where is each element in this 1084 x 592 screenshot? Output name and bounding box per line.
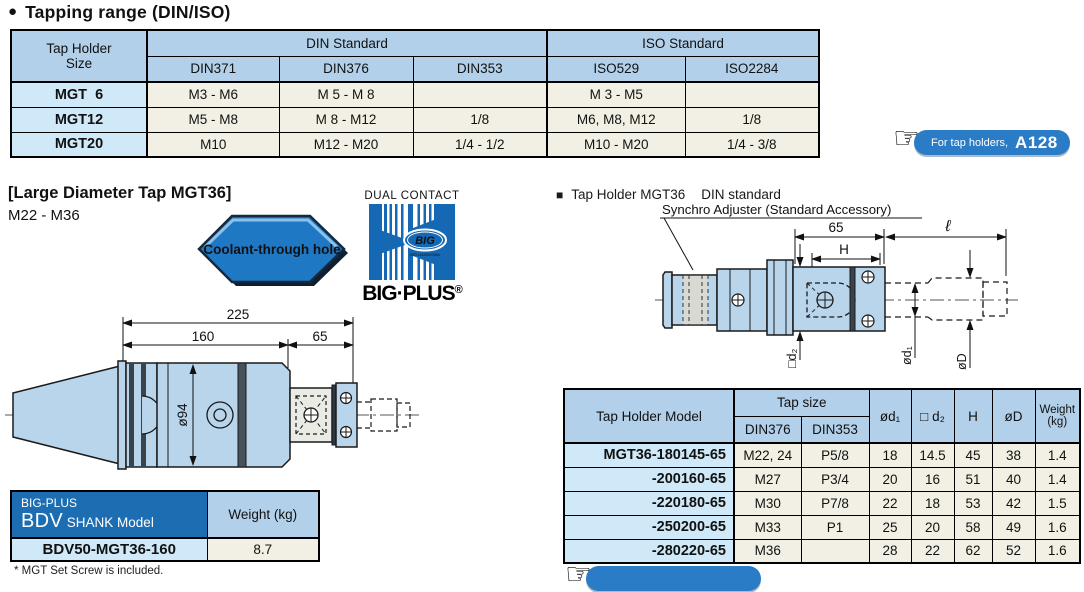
size-cell: MGT 6 (11, 82, 147, 107)
cell: 1/8 (413, 107, 547, 132)
cell: M30 (734, 491, 801, 515)
cell: 1/4 - 1/2 (413, 132, 547, 157)
cell: M36 (734, 539, 801, 563)
table-row (564, 491, 1080, 515)
table-row (564, 539, 1080, 563)
table-row (564, 467, 1080, 491)
col-header-iso2284: ISO2284 (685, 56, 819, 82)
cell: 25 (869, 515, 911, 539)
cell: P1 (801, 515, 869, 539)
big-oval-text: BIG (415, 235, 435, 247)
oD-header: øD (992, 389, 1035, 443)
col-header-din376: DIN376 (279, 56, 413, 82)
od1-header: ød₁ (869, 389, 911, 443)
table-row (11, 132, 819, 157)
bdv-shank-table (10, 490, 320, 562)
size-cell: MGT20 (11, 132, 147, 157)
cell: 16 (911, 467, 954, 491)
right-heading-part2: DIN standard (701, 187, 781, 202)
section-title-large-tap: [Large Diameter Tap MGT36] (8, 184, 232, 202)
col-header-din371: DIN371 (147, 56, 279, 82)
col-header-iso529: ISO529 (547, 56, 685, 82)
cell: 49 (992, 515, 1035, 539)
weight-header (1035, 389, 1080, 443)
cell: 22 (911, 539, 954, 563)
cell: 52 (992, 539, 1035, 563)
cell: 1.4 (1035, 467, 1080, 491)
cell: 53 (954, 491, 992, 515)
spec-din376-header: DIN376 (734, 416, 801, 443)
dim-65: 65 (312, 329, 328, 344)
cell: 58 (954, 515, 992, 539)
label-od1: ød₁ (900, 346, 914, 365)
iso-standard-header: ISO Standard (547, 30, 819, 56)
cell: 18 (911, 491, 954, 515)
cell: M27 (734, 467, 801, 491)
cell: M10 (147, 132, 279, 157)
cell: 51 (954, 467, 992, 491)
cell (801, 539, 869, 563)
weight-header-line2: (kg) (1047, 416, 1068, 428)
model-cell: -250200-65 (564, 515, 734, 539)
right-heading-part1: Tap Holder MGT36 (571, 187, 686, 202)
dim-l: ℓ (945, 218, 951, 235)
tap-range-text: M22 - M36 (8, 207, 80, 224)
cell: 62 (954, 539, 992, 563)
square-bullet-icon: ■ (556, 187, 564, 202)
table-row (564, 443, 1080, 467)
dim-225: 225 (226, 307, 250, 322)
header-line1: Tap Holder (46, 41, 112, 56)
cell: M33 (734, 515, 801, 539)
cell: M6, M8, M12 (547, 107, 685, 132)
ref-badge-page: A128 (1015, 132, 1058, 152)
table-row (11, 107, 819, 132)
table-row (564, 515, 1080, 539)
cell: 1.5 (1035, 491, 1080, 515)
label-oD: øD (955, 353, 969, 370)
label-d2: □d₂ (785, 348, 799, 368)
bigplus-mark (369, 204, 455, 280)
bigplus-logo (356, 190, 468, 306)
table-row (11, 82, 819, 107)
cell: 14.5 (911, 443, 954, 467)
cell: 38 (992, 443, 1035, 467)
cell (413, 82, 547, 107)
cell: 1.6 (1035, 515, 1080, 539)
page-title-text: Tapping range (DIN/ISO) (25, 1, 231, 22)
cell: M10 - M20 (547, 132, 685, 157)
size-cell: MGT12 (11, 107, 147, 132)
synchro-adjuster-label: Synchro Adjuster (Standard Accessory) (662, 202, 892, 217)
cell: 22 (869, 491, 911, 515)
din-standard-header: DIN Standard (147, 30, 547, 56)
weight-header-line1: Weight (1039, 404, 1076, 416)
header-line2: Size (65, 56, 93, 71)
cell: M 8 - M12 (279, 107, 413, 132)
cell: M3 - M6 (147, 82, 279, 107)
bdv-weight-header: Weight (kg) (207, 491, 319, 538)
model-cell: -220180-65 (564, 491, 734, 515)
bdv-weight-cell: 8.7 (207, 538, 319, 561)
model-cell: MGT36-180145-65 (564, 443, 734, 467)
registered-mark: ® (454, 284, 462, 296)
model-cell: -280220-65 (564, 539, 734, 563)
big-daishowa-text: BIG DAISHOWA (410, 252, 440, 257)
cell: P3/4 (801, 467, 869, 491)
tap-size-header: Tap size (734, 389, 869, 416)
bdv-model-rest: SHANK Model (63, 515, 154, 530)
coolant-label: Coolant-through hole (203, 242, 341, 257)
bullet-icon: ● (8, 3, 18, 20)
bigplus-name: BIG·PLUS® (362, 282, 462, 305)
cell: P5/8 (801, 443, 869, 467)
h-header: H (954, 389, 992, 443)
col-header-din353: DIN353 (413, 56, 547, 82)
cell: M12 - M20 (279, 132, 413, 157)
ref-badge-cutoff[interactable] (565, 557, 761, 592)
dim-dia94: ø94 (175, 403, 190, 427)
page-title (8, 1, 231, 23)
cell: P7/8 (801, 491, 869, 515)
cell: 1/4 - 3/8 (685, 132, 819, 157)
bdv-model-cell: BDV50-MGT36-160 (11, 538, 207, 561)
cell: 20 (911, 515, 954, 539)
d2-header: □ d₂ (911, 389, 954, 443)
pointing-hand-icon: ☞ (565, 557, 592, 592)
model-cell: -200160-65 (564, 467, 734, 491)
cell: 42 (992, 491, 1035, 515)
cell (685, 82, 819, 107)
cell: 1.6 (1035, 539, 1080, 563)
cell: M 3 - M5 (547, 82, 685, 107)
coolant-through-badge (194, 209, 352, 298)
cell: M22, 24 (734, 443, 801, 467)
pointing-hand-icon: ☞ (893, 121, 920, 156)
cell: 20 (869, 467, 911, 491)
cell: M 5 - M 8 (279, 82, 413, 107)
mgt36-spec-table (563, 388, 1081, 564)
cell: M5 - M8 (147, 107, 279, 132)
cell: 18 (869, 443, 911, 467)
bdv-brand: BIG-PLUS (21, 496, 78, 510)
tap-holder-size-header (11, 30, 147, 82)
ref-badge-tap-holders[interactable] (893, 121, 1070, 156)
bdv-model-bold: BDV (21, 510, 64, 532)
cell: 1.4 (1035, 443, 1080, 467)
footnote: * MGT Set Screw is included. (14, 565, 164, 577)
cell: 40 (992, 467, 1035, 491)
bdv-shank-header (11, 491, 207, 538)
mgt36-side-drawing (0, 306, 480, 486)
spec-din353-header: DIN353 (801, 416, 869, 443)
cell: 1/8 (685, 107, 819, 132)
cell: 28 (869, 539, 911, 563)
mgt36-din-drawing (560, 198, 1084, 390)
tapping-range-table (10, 29, 820, 158)
dim-65: 65 (828, 220, 844, 235)
dim-h: H (839, 242, 849, 257)
table-row (11, 538, 319, 561)
spec-model-header: Tap Holder Model (564, 389, 734, 443)
cell: 45 (954, 443, 992, 467)
dim-160: 160 (191, 329, 215, 344)
ref-badge-label: For tap holders, (931, 136, 1009, 149)
dual-contact-text: DUAL CONTACT (364, 190, 460, 202)
